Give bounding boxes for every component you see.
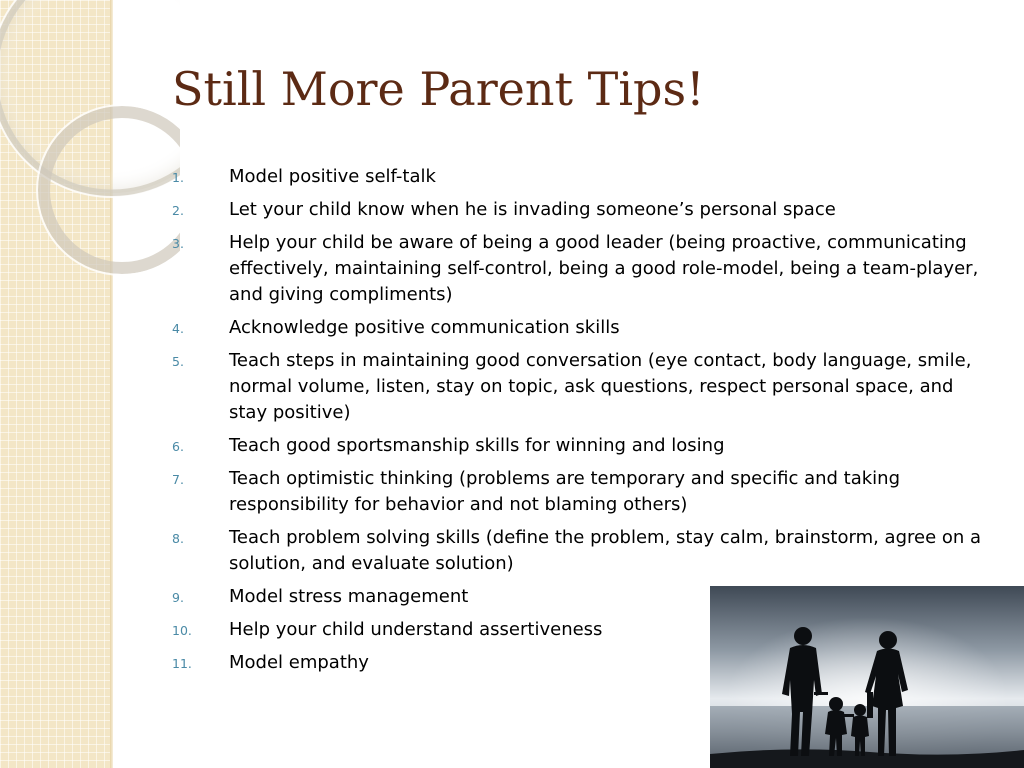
list-item-text: Help your child understand assertiveness [229, 619, 603, 640]
list-item-text: Teach steps in maintaining good conversation (eye contact, body language, smile, normal volume, listen, stay on topic, ask questions, respect personal space, and stay positive) [229, 350, 972, 423]
list-item [172, 525, 992, 577]
list-item-text: Help your child be aware of being a good leader (being proactive, communicating effectively, maintaining self-control, being a good role-model, being a team-player, and giving compliments) [229, 232, 979, 305]
list-item-number: 3. [172, 236, 184, 251]
list-item [172, 197, 992, 223]
list-item-number: 8. [172, 531, 184, 546]
list-item-text: Model stress management [229, 586, 469, 607]
list-item-number: 9. [172, 590, 184, 605]
list-item-text: Teach good sportsmanship skills for winning and losing [229, 435, 725, 456]
list-item-text: Teach optimistic thinking (problems are temporary and specific and taking responsibility for behavior and not blaming others) [229, 468, 901, 515]
list-item [172, 348, 992, 426]
list-item-number: 7. [172, 472, 184, 487]
list-item [172, 315, 992, 341]
list-item-number: 2. [172, 203, 184, 218]
list-item-text: Teach problem solving skills (define the problem, stay calm, brainstorm, agree on a solution, and evaluate solution) [229, 527, 982, 574]
list-item [172, 466, 992, 518]
list-item-number: 5. [172, 354, 184, 369]
family-silhouette-photo [710, 586, 1024, 768]
list-item-number: 10. [172, 623, 192, 638]
list-item-text: Let your child know when he is invading someone’s personal space [229, 199, 836, 220]
list-item-number: 11. [172, 656, 192, 671]
list-item-number: 6. [172, 439, 184, 454]
list-item [172, 164, 992, 190]
slide-title: Still More Parent Tips! [172, 62, 705, 116]
list-item-text: Acknowledge positive communication skills [229, 317, 620, 338]
list-item [172, 433, 992, 459]
list-item-text: Model empathy [229, 652, 369, 673]
list-item [172, 230, 992, 308]
decorative-rings [0, 0, 180, 330]
list-item-number: 4. [172, 321, 184, 336]
list-item-number: 1. [172, 170, 184, 185]
list-item-text: Model positive self-talk [229, 166, 436, 187]
